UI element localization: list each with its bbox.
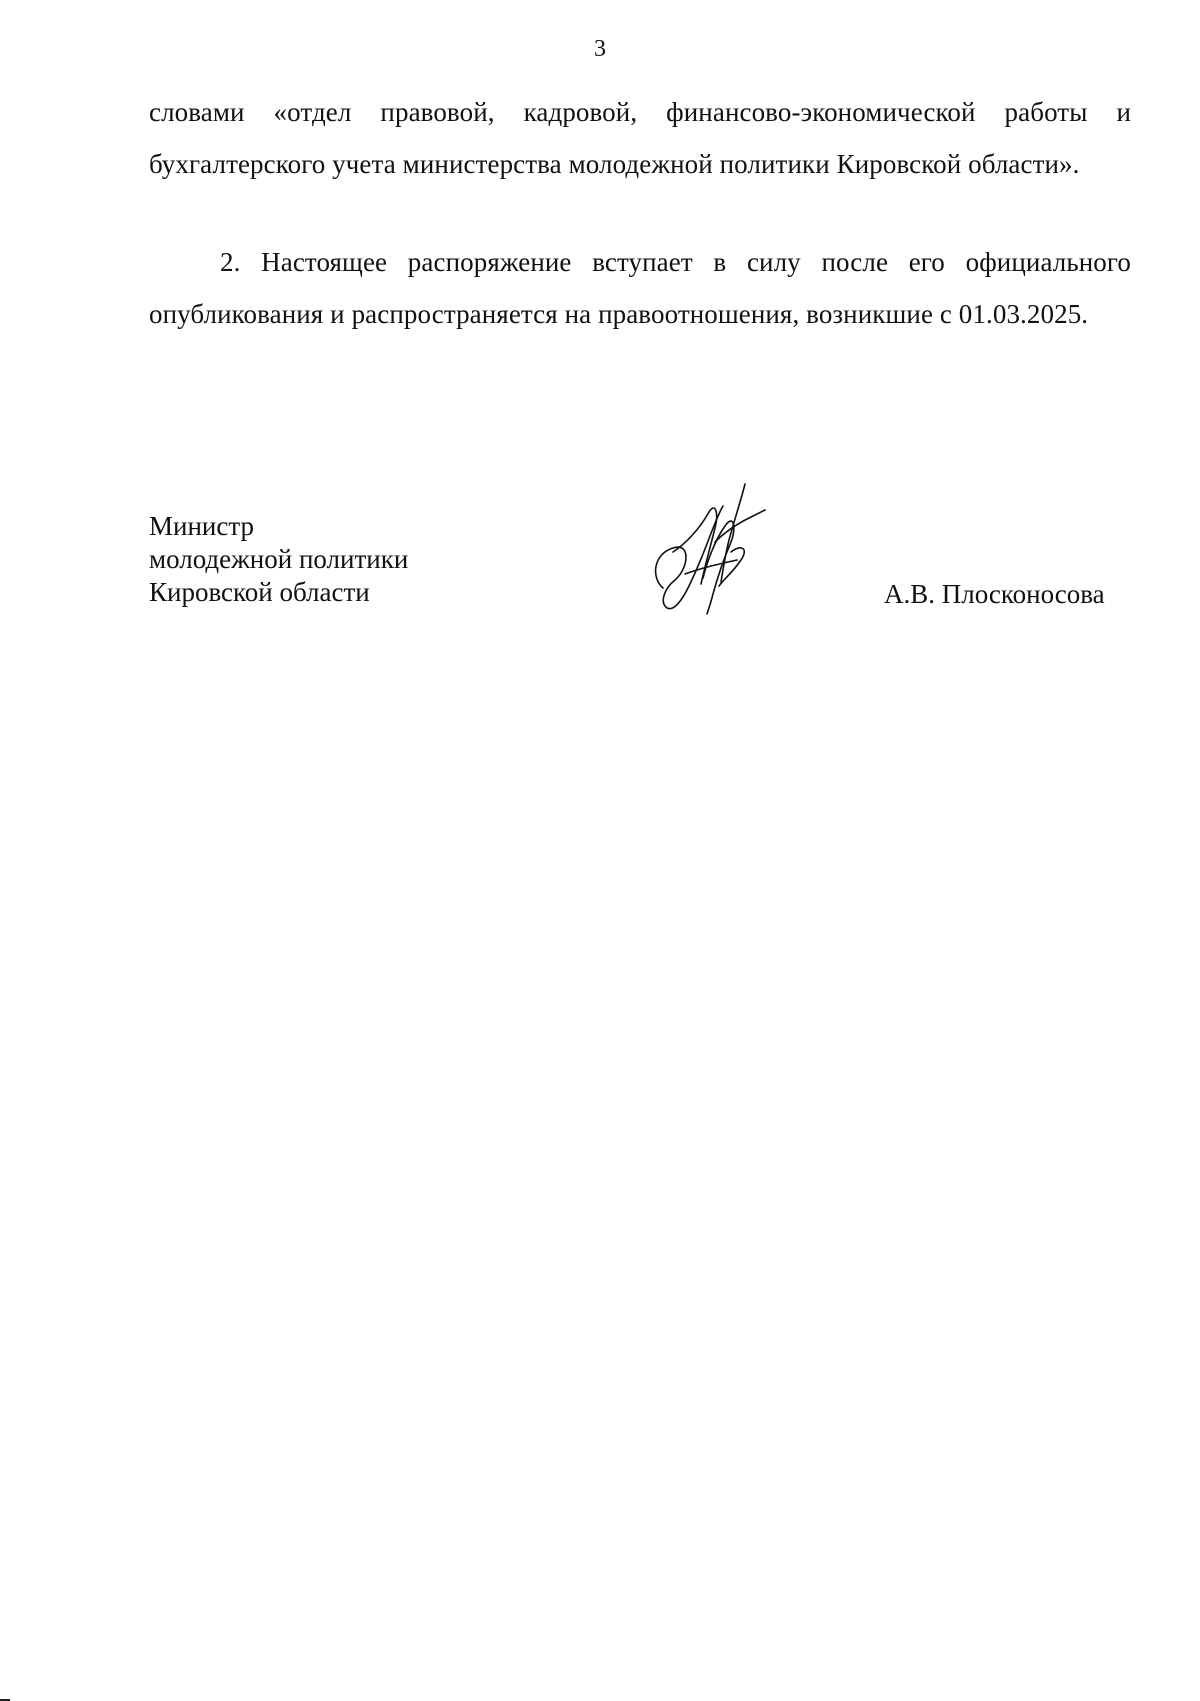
signatory-name: А.В. Плосконосова — [884, 579, 1105, 609]
signatory-position — [149, 510, 408, 609]
paragraph-continuation: словами «отдел правовой, кадровой, финансово-экономической работы и бухгалтерского учета министерства молодежной политики Кировской области». — [149, 97, 1131, 179]
handwritten-signature — [645, 482, 785, 622]
position-line-1: Министр — [149, 511, 254, 541]
paragraph-effective-date: 2. Настоящее распоряжение вступает в силу после его официального опубликования и распространяется на правоотношения, возникшие с 01.03.2025. — [149, 247, 1131, 329]
position-line-2: молодежной политики — [149, 544, 409, 574]
position-line-3: Кировской области — [149, 577, 370, 607]
page-number: 3 — [594, 36, 606, 62]
